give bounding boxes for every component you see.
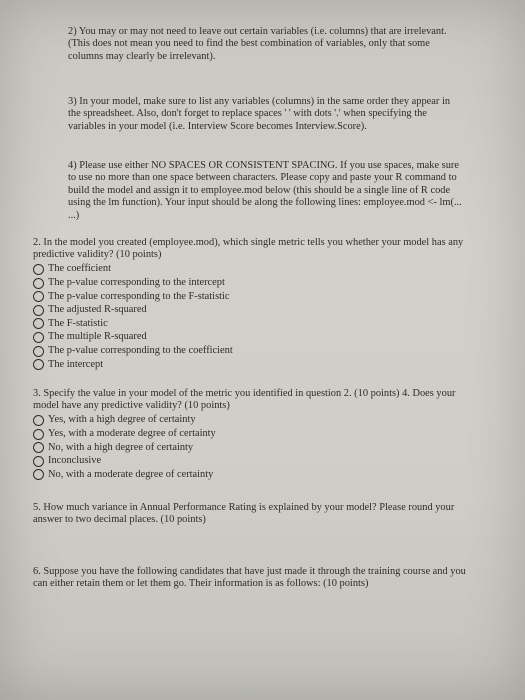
radio-button[interactable]: [33, 305, 44, 316]
note-2: [68, 26, 463, 63]
q2-option[interactable]: [33, 276, 468, 290]
q2-option[interactable]: [33, 358, 468, 372]
question-5-text: 5. How much variance in Annual Performance Rating is explained by your model? Please round your answer to two decimal places. (10 points): [33, 502, 455, 526]
radio-button[interactable]: [33, 456, 44, 467]
radio-button[interactable]: [33, 469, 44, 480]
option-label: The F-statistic: [48, 317, 108, 329]
question-6-text: 6. Suppose you have the following candidates that have just made it through the training course and you can either retain them or let them go. Their information is as follows: (10 points): [33, 566, 466, 590]
radio-button[interactable]: [33, 429, 44, 440]
option-label: No, with a moderate degree of certainty: [48, 468, 214, 480]
q2-option[interactable]: [33, 304, 468, 318]
question-5: [33, 502, 473, 527]
q4-option[interactable]: [33, 427, 471, 441]
radio-button[interactable]: [33, 359, 44, 370]
note-3-text: 3) In your model, make sure to list any variables (columns) in the same order they appear in the spreadsheet. Also, don't forget to replace spaces ' ' with dots '.' when specifying the variables in your model (i.e. Interview Score becomes Interview.Score).: [68, 96, 451, 132]
radio-button[interactable]: [33, 318, 44, 329]
option-label: The coefficient: [48, 263, 111, 275]
question-4-options: [33, 414, 471, 482]
option-label: Yes, with a high degree of certainty: [48, 414, 196, 426]
radio-button[interactable]: [33, 278, 44, 289]
q4-option[interactable]: [33, 414, 471, 428]
note-3: [68, 96, 463, 133]
radio-button[interactable]: [33, 332, 44, 343]
radio-button[interactable]: [33, 264, 44, 275]
option-label: The intercept: [48, 358, 104, 370]
question-2: [33, 237, 468, 372]
radio-button[interactable]: [33, 442, 44, 453]
q4-option[interactable]: [33, 441, 471, 455]
q2-option[interactable]: [33, 290, 468, 304]
radio-button[interactable]: [33, 346, 44, 357]
radio-button[interactable]: [33, 415, 44, 426]
option-label: The adjusted R-squared: [48, 304, 147, 316]
note-4: [68, 160, 465, 222]
q2-option[interactable]: [33, 344, 468, 358]
q2-option[interactable]: [33, 317, 468, 331]
option-label: Yes, with a moderate degree of certainty: [48, 428, 216, 439]
note-4-text: 4) Please use either NO SPACES OR CONSISTENT SPACING. If you use spaces, make sure to use no more than one space between characters. Please copy and paste your R command to build the model and assign it to employee.mod below (this should be a single line of R code using the lm function). Your input should be along the following lines: employee.mod <- lm(... ...): [68, 160, 462, 221]
question-3-text: 3. Specify the value in your model of the metric you identified in question 2. (10 points) 4. Does your model have any predictive validity? (10 points): [33, 388, 456, 412]
question-2-text: 2. In the model you created (employee.mod), which single metric tells you whether your model has any predictive validity? (10 points): [33, 237, 464, 261]
q4-option[interactable]: [33, 455, 471, 469]
radio-button[interactable]: [33, 291, 44, 302]
question-6: [33, 566, 473, 591]
option-label: No, with a high degree of certainty: [48, 441, 194, 453]
question-2-options: [33, 263, 468, 372]
option-label: The multiple R-squared: [48, 331, 147, 343]
option-label: Inconclusive: [48, 455, 102, 467]
option-label: The p-value corresponding to the F-statistic: [48, 290, 230, 302]
q4-option[interactable]: [33, 468, 471, 482]
option-label: The p-value corresponding to the coefficient: [48, 344, 233, 356]
q2-option[interactable]: [33, 263, 468, 277]
note-2-text: 2) You may or may not need to leave out certain variables (i.e. columns) that are irrelevant. (This does not mean you need to find the best combination of variables, only that some columns may clearly be irrelevant).: [68, 26, 447, 62]
option-label: The p-value corresponding to the intercept: [48, 277, 225, 288]
question-3-4: [33, 388, 471, 482]
q2-option[interactable]: [33, 331, 468, 345]
